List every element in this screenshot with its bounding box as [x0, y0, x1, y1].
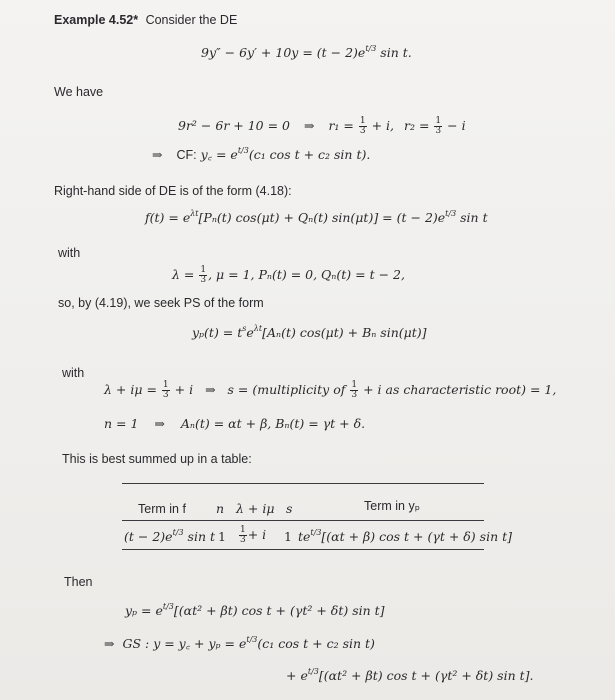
- cell-n: 1: [218, 529, 226, 544]
- yp-solution: $y_p = e^{t/3}[(\alpha t^2 + \beta t)$ cos t + (γt² + δt) sin t]: [125, 602, 385, 618]
- then-label: Then: [64, 575, 93, 589]
- fraction-one-third: $\frac{1}{3}$: [351, 380, 358, 400]
- rhs-intro: Right-hand side of DE is of the form (4.18):: [54, 184, 292, 198]
- header-term-in-yp: Term in yₚ: [364, 499, 421, 513]
- table-mid-rule: [122, 520, 484, 521]
- multiplicity-line: λ + iμ = $\frac{1}{3}$ + i ⇒ s = (multiplicity of $\frac{1}{3}$ + i as characteristic root) = 1,: [104, 380, 557, 400]
- particular-solution-form: $y_p(t) = t^se^{\lambda t}[A_n(t) \cos(\mu t) + B_n$ sin(μt)]: [192, 324, 427, 340]
- header-lambda-i-mu: λ + iμ: [236, 501, 275, 516]
- cell-yp-term: $te^{t/3}[(\alpha t + \beta)$ cos t + (γt + δ) sin t]: [298, 528, 512, 544]
- parameter-values: λ = $\frac{1}{3}$ , μ = 1, Pₙ(t) = 0, Qₙ(t) = t − 2,: [172, 265, 405, 285]
- fraction-one-third: $\frac{1}{3}$: [162, 380, 169, 400]
- fraction-one-third: $\frac{1}{3}$: [359, 116, 366, 136]
- header-s: s: [286, 501, 293, 516]
- general-solution-continued: + $e^{t/3}[(\alpha t^2 + \beta t)$ cos t + (γt² + δt) sin t].: [286, 667, 534, 683]
- fraction-one-third: $\frac{1}{3}$: [435, 116, 442, 136]
- we-have-label: We have: [54, 85, 104, 99]
- table-intro: This is best summed up in a table:: [62, 452, 252, 466]
- so-line: so, by (4.19), we seek PS of the form: [58, 296, 264, 310]
- header-term-in-f: Term in f: [138, 502, 186, 516]
- with-label: with: [62, 366, 85, 380]
- n-line: n = 1 ⇒ Aₙ(t) = αt + β, Bₙ(t) = γt + δ.: [104, 416, 366, 431]
- table-bottom-rule: [122, 549, 484, 550]
- example-heading: [54, 12, 237, 28]
- cell-s: 1: [284, 529, 292, 544]
- example-title: Example 4.52*: [54, 13, 139, 27]
- characteristic-equation: 9r² − 6r + 10 = 0 ⇒ r₁ = $\frac{1}{3}$ + i, r₂ = $\frac{1}{3}$ − i: [178, 116, 466, 136]
- differential-equation: $9y'' - 6y' + 10y = (t - 2)e^{t/3}$ sin t.: [201, 44, 412, 60]
- cell-term: $(t - 2)e^{t/3}$ sin t: [124, 528, 215, 544]
- header-n: n: [216, 501, 225, 516]
- table-top-rule: [122, 483, 484, 484]
- complementary-function: ⇒ CF: y꜀ = $e^{t/3}(c_1$ cos t + c₂ sin t).: [152, 146, 371, 162]
- general-solution: ⇒ GS : y = y꜀ + $y_p = e^{t/3}(c_1$ cos t + c₂ sin t): [104, 635, 375, 651]
- rhs-form-equation: $f(t) = e^{\lambda t}[P_n(t) \cos(\mu t) + Q_n(t) \sin(\mu t)] = (t - 2)e^{t/3}$ sin t: [145, 209, 488, 225]
- example-intro: Consider the DE: [145, 13, 238, 27]
- cell-lambda-i-mu: $\frac{1}{3}$ + i: [240, 525, 267, 545]
- fraction-one-third: $\frac{1}{3}$: [200, 265, 207, 285]
- with-label: with: [58, 246, 81, 260]
